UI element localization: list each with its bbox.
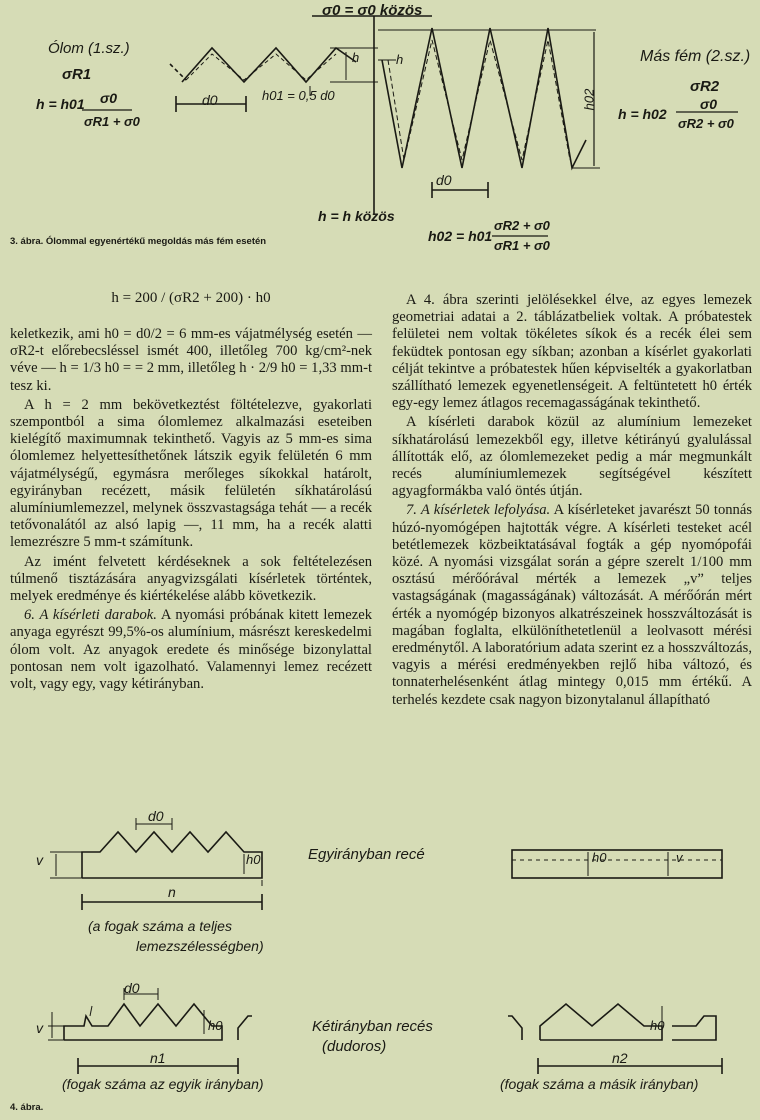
section-7-heading: 7. A kísérletek lefolyása.: [406, 502, 551, 519]
left-formula-lhs: h = h01: [36, 96, 85, 112]
left-paragraph-2: A h = 2 mm bekövetkeztést föltételezve, gyakorlati szempontból a sima ólomlemez alkalmazási eseteiben kielégítő maximumnak tekinthető. Vagyis az 5 mm-es sima ólomlemez helyettesíthetőnek látszik egyik felületén 6 mm vájatmélységű, egymásra merőleges síkokkal határolt, egyirányban recézett, másik felületén síkhatárolású alumíniumlemezzel, melynek összvastagsága tehát — a recék tetővonalától az alsó lapig —, 11 mm, ha a recék alatti lemezrészre 5 mm-t számítunk.: [10, 396, 372, 551]
figure-4-caption: 4. ábra.: [10, 1102, 44, 1113]
left-text-column: [10, 282, 372, 695]
right-paragraph-2: A kísérleti darabok közül az alumínium lemezeket síkhatárolású lemezekből egy, illetve kétirányú gyalulással állították elő, az ólomlemezeket pedig a már megmunkált recés alumíniumlemezek segítségével készített agyagformákba való öntés útján.: [392, 414, 752, 500]
two-direction-title-1: Kétirányban recés: [312, 1018, 433, 1035]
left-h-label: h: [352, 50, 360, 65]
fig4-h0-side: h0: [592, 850, 607, 865]
fig4-n2-label: n2: [612, 1050, 628, 1066]
left-d0-label: d0: [202, 92, 218, 108]
right-formula-numerator: σ0: [700, 96, 718, 112]
fig4-n-label: n: [168, 884, 176, 900]
h02-label: h02: [581, 88, 597, 111]
fig4-n1-label: n1: [150, 1050, 166, 1066]
right-h-label: h: [396, 52, 404, 67]
one-direction-title: Egyirányban recé: [308, 846, 425, 863]
figure-4-drawing: [0, 790, 760, 1120]
figure-3-caption: 3. ábra. Ólommal egyenértékű megoldás más fém esetén: [10, 236, 267, 247]
bottom-common-label: h = h közös: [318, 208, 395, 224]
right-paragraph-1: A 4. ábra szerinti jelölésekkel élve, az egyes lemezek geometriai adatai a 2. táblázatbeliek voltak. A próbatestek felületei nem voltak tökéletes síkok és a recék élei sem feküdtek pontosan egy síkban; azonban a kísérlet gyakorlati célját tekintve a próbatestek hűen képviselték a gyakorlatban szállítható lemezek egyenetlenségeit. A feltüntetett h0 érték egy-egy lemez átlagos recemagasságának tekinthető.: [392, 292, 752, 412]
bottom-formula-lhs: h02 = h01: [428, 228, 493, 244]
left-paragraph-4: [10, 607, 372, 693]
left-sigma-label: σR1: [62, 66, 92, 83]
right-formula-lhs: h = h02: [618, 106, 667, 122]
fig4-v-bottom: v: [36, 1020, 43, 1036]
right-text-column: [392, 292, 752, 711]
fig4-d0-top: d0: [148, 808, 164, 824]
fig4-v-side: v: [676, 850, 683, 865]
h-formula-text: h = 200 / (σR2 + 200) · h0: [111, 290, 271, 306]
note-n1: (fogak száma az egyik irányban): [62, 1076, 264, 1092]
bottom-formula-numerator: σR2 + σ0: [494, 218, 550, 233]
fig4-v-top: v: [36, 852, 43, 868]
top-common-label: σ0 = σ0 közös: [322, 2, 423, 19]
fig4-h0-bottom-left: h0: [208, 1018, 223, 1033]
right-material-title: Más fém (2.sz.): [640, 48, 751, 65]
left-formula-denominator: σR1 + σ0: [84, 114, 140, 129]
fig4-h0-top: h0: [246, 852, 261, 867]
bottom-formula-denominator: σR1 + σ0: [494, 238, 550, 253]
right-d0-label: d0: [436, 172, 452, 188]
h01-label: h01 = 0,5 d0: [262, 88, 335, 103]
left-formula-numerator: σ0: [100, 90, 118, 106]
right-paragraph-3: [392, 502, 752, 708]
right-formula-denominator: σR2 + σ0: [678, 116, 734, 131]
left-paragraph-1: keletkezik, ami h0 = d0/2 = 6 mm-es vájatmélység esetén — σR2-t előrebecsléssel ismét 400, illetőleg 700 kg/cm²-nek véve — h = 1/3 h0 = = 2 mm, illetőleg h · 2/9 h0 = 1,33 mm-t tesz ki.: [10, 326, 372, 394]
right-sigma-label: σR2: [690, 78, 720, 95]
one-direction-note-2: lemezszélességben): [136, 938, 264, 954]
fig4-h0-bottom-right: h0: [650, 1018, 665, 1033]
one-direction-note-1: (a fogak száma a teljes: [88, 918, 232, 934]
section-6-heading: 6. A kísérleti darabok.: [24, 607, 157, 624]
two-direction-title-2: (dudoros): [322, 1038, 387, 1055]
left-paragraph-3: Az imént felvetett kérdéseknek a sok feltételezésen túlmenő tisztázására anyagvizsgálati kísérletek történtek, melyek eredménye és kiértékelése alább következik.: [10, 553, 372, 605]
section-6-text: A nyomási próbának kitett lemezek anyaga egyrészt 99,5%-os alumínium, másrészt kereskedelmi ólom volt. Az anyagok eredete és minősége bizonylattal pontosan nem volt igazolható. Valamennyi lemez recézett volt, vagy egy, vagy kétirányban.: [10, 607, 373, 693]
section-7-text: A kísérleteket javarészt 50 tonnás húzó-nyomógépen hajtották végre. A kísérleti testeket acél betétlemezek közbeiktatásával fogták a gép nyomópofái közé. A nyomási vizsgálat során a gépre szerelt 1/100 mm osztású mérőórával mérték a lemezek „v” teljes vastagságának (magasságának) változását. A mérőórán mért érték a nyomógép bizonyos alkatrészeinek hosszváltozását is magában foglalta, elkülöníthetetlenül a leolvasott mérési eredménytől. A laboratórium adata szerint ez a hosszváltozás, vagyis a mérési eredményekben rejlő hiba változó, és tonnaterhelésenként átlag mintegy 0,015 mm értékű. A terhelés kezdete csak nagyon bizonytalanul állapítható: [392, 502, 753, 708]
note-n2: (fogak száma a másik irányban): [500, 1076, 699, 1092]
left-material-title: Ólom (1.sz.): [48, 40, 130, 57]
h-formula: [10, 282, 372, 318]
fig4-d0-bottom: d0: [124, 980, 140, 996]
